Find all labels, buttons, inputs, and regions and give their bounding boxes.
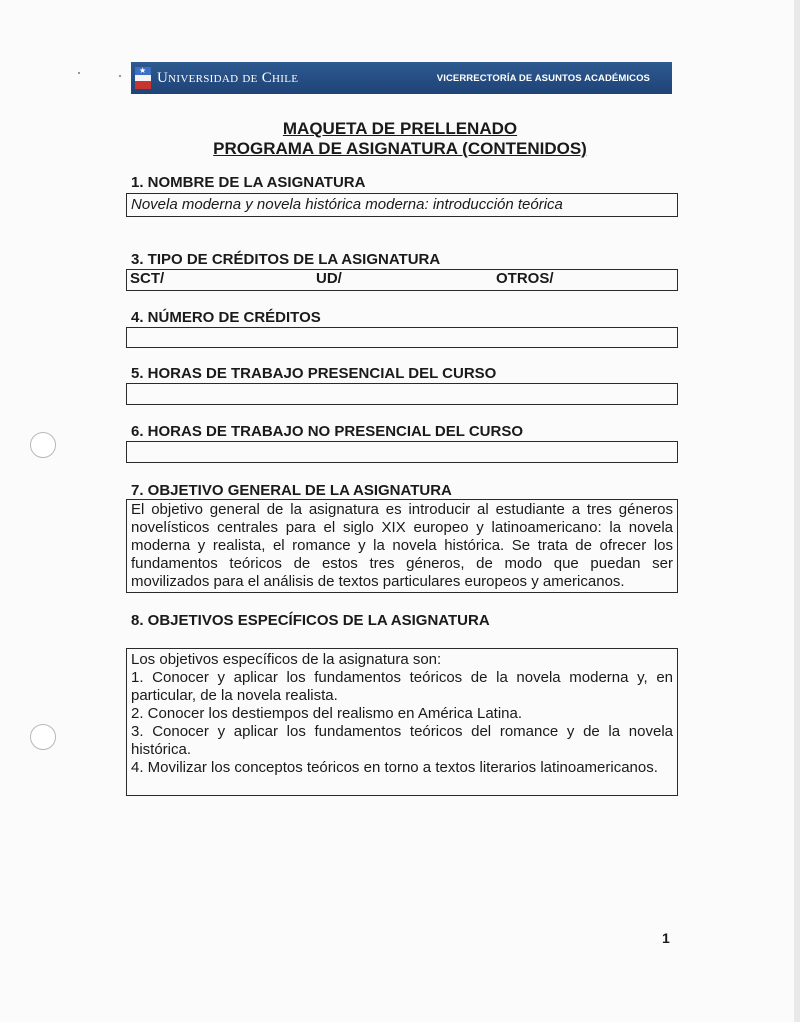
credits-value [127,328,677,331]
section-credit-type-title: 3. TIPO DE CRÉDITOS DE LA ASIGNATURA [131,251,441,268]
scan-speck [78,72,80,74]
header-banner [131,62,672,94]
credit-type-otros: OTROS/ [496,270,554,287]
non-presential-hours-field[interactable] [126,441,678,463]
section-general-objective-title: 7. OBJETIVO GENERAL DE LA ASIGNATURA [131,482,452,499]
punch-hole [30,724,56,750]
section-specific-objectives-title: 8. OBJETIVOS ESPECÍFICOS DE LA ASIGNATURA [131,612,490,629]
credit-type-ud: UD/ [316,270,342,287]
university-name: Universidad de Chile [157,69,299,86]
course-name-value: Novela moderna y novela histórica moderna: introducción teórica [131,196,563,213]
section-presential-hours-title: 5. HORAS DE TRABAJO PRESENCIAL DEL CURSO [131,365,497,382]
section-credits-title: 4. NÚMERO DE CRÉDITOS [131,309,321,326]
list-item: 1. Conocer y aplicar los fundamentos teóricos de la novela moderna y, en particular, de la novela realista. [131,669,673,704]
document-title-line2: PROGRAMA DE ASIGNATURA (CONTENIDOS) [213,139,587,158]
credits-field[interactable] [126,327,678,348]
list-item: 3. Conocer y aplicar los fundamentos teóricos del romance y de la novela histórica. [131,723,673,758]
presential-hours-value [127,384,677,387]
office-name: VICERRECTORÍA DE ASUNTOS ACADÉMICOS [436,72,650,84]
specific-objectives-box [126,648,678,796]
list-item: 4. Movilizar los conceptos teóricos en torno a textos literarios latinoamericanos. [131,759,658,776]
list-item: 2. Conocer los destiempos del realismo en América Latina. [131,705,523,722]
section-name-title: 1. NOMBRE DE LA ASIGNATURA [131,174,366,191]
presential-hours-field[interactable] [126,383,678,405]
credit-type-sct: SCT/ [130,270,165,287]
document-title-line1: MAQUETA DE PRELLENADO [282,119,518,138]
scan-speck [119,75,121,77]
specific-objectives-intro: Los objetivos específicos de la asignatura son: [131,651,442,668]
general-objective-box [126,499,678,593]
page-number: 1 [662,930,670,946]
general-objective-text: El objetivo general de la asignatura es introducir al estudiante a tres géneros novelísticos centrales para el siglo XIX europeo y latinoamericano: la novela moderna y realista, el romance y la novela histórica. Se trata de ofrecer los fundamentos teóricos de estos tres géneros, de modo que puedan ser movilizados para el análisis de textos particulares europeos y americanos. [131,501,673,590]
university-logo: ★ [135,67,151,89]
specific-objectives-list [131,669,673,777]
course-name-field[interactable] [126,193,678,217]
section-non-presential-hours-title: 6. HORAS DE TRABAJO NO PRESENCIAL DEL CURSO [131,423,523,440]
punch-hole [30,432,56,458]
non-presential-hours-value [127,442,677,445]
credit-type-field[interactable] [126,269,678,291]
